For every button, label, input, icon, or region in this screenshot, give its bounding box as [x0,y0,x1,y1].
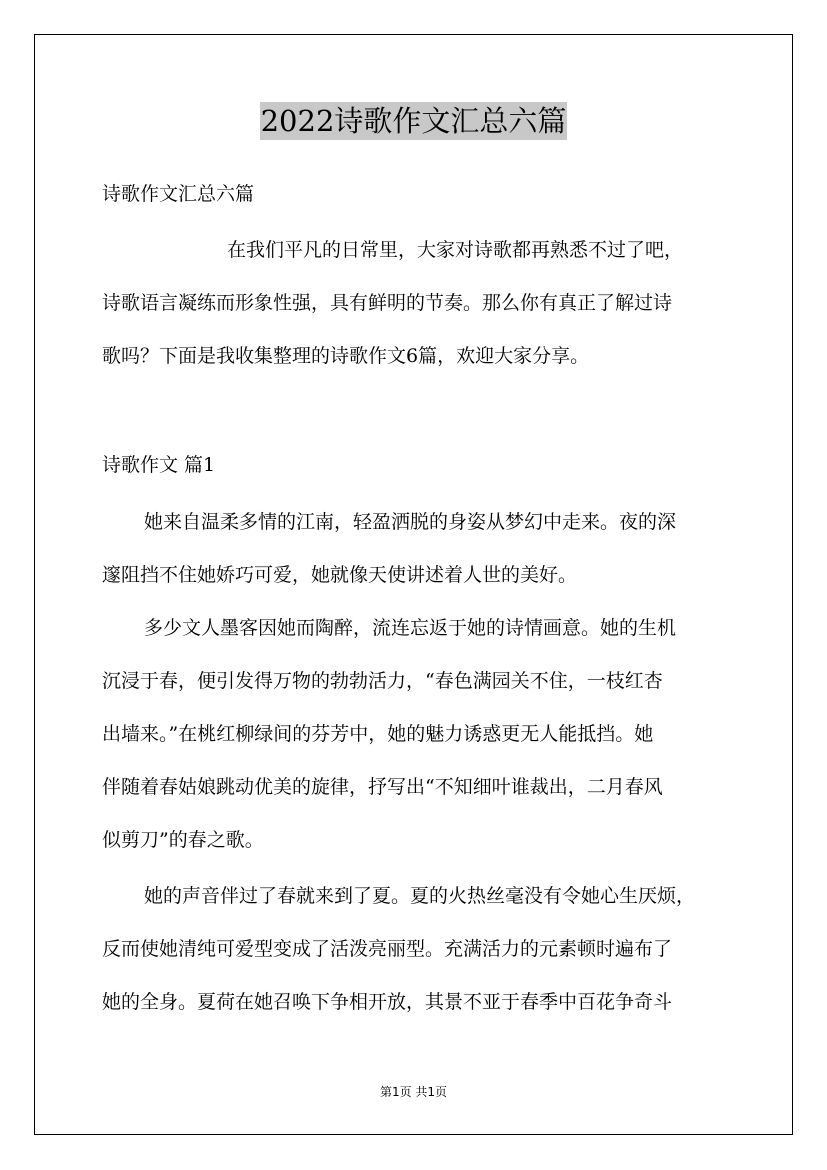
document-title: 2022诗歌作文汇总六篇 [260,104,567,138]
intro-line: 诗歌语言凝练而形象性强，具有鲜明的节奏。那么你有真正了解过诗 [102,292,673,314]
subtitle: 诗歌作文汇总六篇 [102,183,255,205]
paragraph-line: 出墙来。”在桃红柳绿间的芬芳中，她的魅力诱惑更无人能抵挡。她 [102,723,654,745]
paragraph-line: 似剪刀”的春之歌。 [102,829,264,851]
section-heading: 诗歌作文 篇1 [102,454,216,476]
intro-line: 在我们平凡的日常里，大家对诗歌都再熟悉不过了吧， [227,239,684,261]
paragraph-line: 反而使她清纯可爱型变成了活泼亮丽型。充满活力的元素顿时遍布了 [102,938,673,960]
paragraph-line: 多少文人墨客因她而陶醉，流连忘返于她的诗情画意。她的生机 [144,617,677,639]
paragraph-line: 邃阻挡不住她娇巧可爱，她就像天使讲述着人世的美好。 [102,564,578,586]
paragraph-line: 她的声音伴过了春就来到了夏。夏的火热丝毫没有令她心生厌烦， [144,885,696,907]
paragraph-line: 沉浸于春，便引发得万物的勃勃活力，“春色满园关不住，一枝红杏 [102,670,663,692]
title-container [0,102,827,140]
intro-line: 歌吗？下面是我收集整理的诗歌作文6篇，欢迎大家分享。 [102,345,590,367]
paragraph-line: 伴随着春姑娘跳动优美的旋律，抒写出“不知细叶谁裁出，二月春风 [102,776,663,798]
paragraph-line: 她的全身。夏荷在她召唤下争相开放，其景不亚于春季中百花争奇斗 [102,991,673,1013]
paragraph-line: 她来自温柔多情的江南，轻盈洒脱的身姿从梦幻中走来。夜的深 [144,511,677,533]
page-footer: 第1页 共1页 [379,1085,448,1099]
